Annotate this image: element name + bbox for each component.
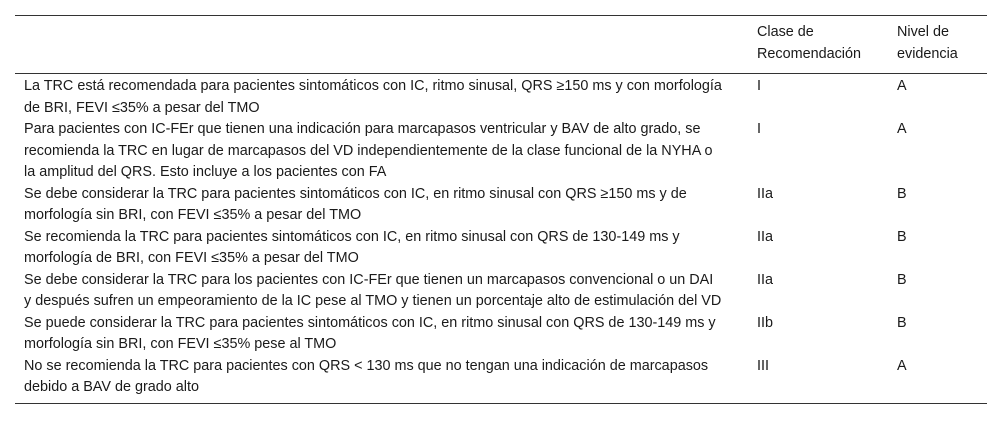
row-clase: III bbox=[757, 357, 769, 374]
row-text: Se recomienda la TRC para pacientes sintomáticos con IC, en ritmo sinusal con QRS de 130-149 ms y morfología de BRI, con FEVI ≤35% a pesar del TMO bbox=[24, 228, 680, 266]
row-text: Se debe considerar la TRC para los pacientes con IC-FEr que tienen un marcapasos convencional o un DAI y después sufren un empeoramiento de la IC pese al TMO y tienen un porcentaje alto de estimulación del VD bbox=[24, 271, 722, 309]
row-text: La TRC está recomendada para pacientes sintomáticos con IC, ritmo sinusal, QRS ≥150 ms y con morfología de BRI, FEVI ≤35% a pesar del TMO bbox=[24, 78, 722, 116]
row-nivel: B bbox=[897, 314, 907, 331]
row-nivel: B bbox=[897, 228, 907, 245]
row-text: Se debe considerar la TRC para pacientes sintomáticos con IC, en ritmo sinusal con QRS ≥150 ms y de morfología sin BRI, con FEVI ≤35% a pesar del TMO bbox=[24, 185, 687, 223]
table-row bbox=[15, 74, 987, 120]
row-clase: IIa bbox=[757, 185, 773, 202]
table-row bbox=[15, 356, 987, 404]
row-clase: IIa bbox=[757, 271, 773, 288]
table-row bbox=[15, 119, 987, 184]
row-nivel: A bbox=[897, 357, 907, 374]
recommendations-table bbox=[15, 15, 987, 404]
table-row bbox=[15, 227, 987, 270]
header-description bbox=[15, 16, 753, 74]
row-text: Se puede considerar la TRC para pacientes sintomáticos con IC, en ritmo sinusal con QRS de 130-149 ms y morfología sin BRI, con FEVI ≤35% pese al TMO bbox=[24, 314, 716, 352]
table-header-row bbox=[15, 16, 987, 74]
row-text: Para pacientes con IC-FEr que tienen una indicación para marcapasos ventricular y BAV de alto grado, se recomienda la TRC en lugar de marcapasos del VD independientemente de la clase funcional de la NYHA o la amplitud del QRS. Esto incluye a los pacientes con FA bbox=[24, 121, 713, 180]
recommendations-table-container bbox=[15, 15, 987, 404]
row-nivel: B bbox=[897, 271, 907, 288]
row-clase: I bbox=[757, 121, 761, 137]
table-row bbox=[15, 184, 987, 227]
row-clase: IIa bbox=[757, 228, 773, 245]
row-nivel: A bbox=[897, 78, 907, 94]
header-nivel: Nivel de evidencia bbox=[897, 24, 958, 62]
row-clase: IIb bbox=[757, 314, 773, 331]
row-clase: I bbox=[757, 78, 761, 94]
header-clase: Clase de Recomendación bbox=[757, 24, 861, 62]
row-text: No se recomienda la TRC para pacientes con QRS < 130 ms que no tengan una indicación de marcapasos debido a BAV de grado alto bbox=[24, 357, 709, 395]
row-nivel: B bbox=[897, 185, 907, 202]
table-row bbox=[15, 270, 987, 313]
table-row bbox=[15, 313, 987, 356]
row-nivel: A bbox=[897, 121, 907, 137]
